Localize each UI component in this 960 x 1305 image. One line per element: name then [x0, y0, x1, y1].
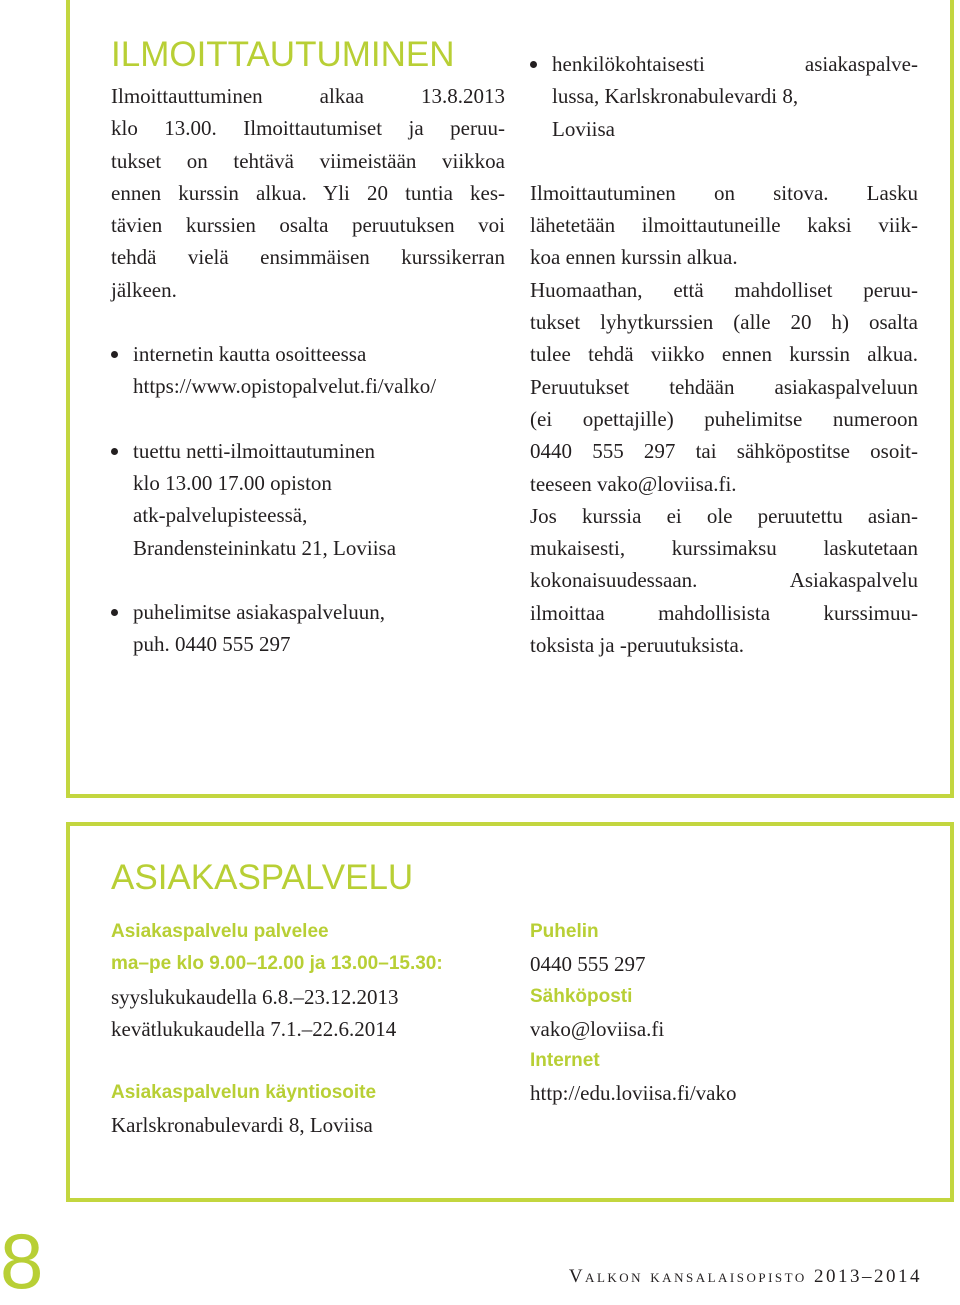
bullet-line: atk-palvelupisteessä, [133, 503, 308, 528]
bullet-line: internetin kautta osoitteessa [133, 342, 367, 367]
address: Karlskronabulevardi 8, Loviisa [111, 1113, 373, 1138]
customer-service-column-right [530, 916, 910, 1110]
bullet-dot-icon [530, 61, 537, 68]
bullet-dot-icon [111, 448, 118, 455]
bullet-line: https://www.opistopalvelut.fi/valko/ [133, 374, 437, 399]
bullet-line: puh. 0440 555 297 [133, 632, 291, 657]
bullet-line: henkilökohtaisesti asiakaspalve- [552, 52, 918, 76]
body-line: kokonaisuudessaan. Asiakaspalvelu [530, 568, 918, 593]
bullet-line: Brandensteininkatu 21, Loviisa [133, 535, 397, 560]
intro-line: tehdä vielä ensimmäisen kurssikerran [111, 245, 505, 270]
spring-term: kevätlukukaudella 7.1.–22.6.2014 [111, 1016, 397, 1041]
customer-service-column-left [111, 916, 511, 1142]
intro-line: ennen kurssin alkua. Yli 20 tuntia kes- [111, 180, 505, 205]
body-line: teeseen vako@loviisa.fi. [530, 471, 737, 496]
spacer [111, 564, 505, 596]
intro-line: tävien kurssien osalta peruutuksen voi [111, 213, 505, 238]
body-line: lähetetään ilmoittautuneille kaksi viik- [530, 213, 918, 238]
bullet-assisted [111, 435, 505, 564]
body-line: koa ennen kurssin alkua. [530, 245, 738, 270]
body-line: tukset lyhytkurssien (alle 20 h) osalta [530, 310, 918, 335]
page-number: 8 [0, 1217, 44, 1305]
body-line: Ilmoittautuminen on sitova. Lasku [530, 180, 918, 205]
body-line: Jos kurssia ei ole peruutettu asian- [530, 503, 918, 528]
spacer [111, 306, 505, 338]
spacer [111, 403, 505, 435]
bullet-phone [111, 596, 505, 661]
body-line: tulee tehdä viikko ennen kurssin alkua. [530, 342, 918, 367]
autumn-term: syyslukukaudella 6.8.–23.12.2013 [111, 984, 399, 1009]
bullet-internet [111, 338, 505, 403]
customer-service-heading: ASIAKASPALVELU [111, 858, 414, 897]
intro-line: klo 13.00. Ilmoittautumiset ja peruu- [111, 116, 505, 141]
body-line: toksista ja -peruutuksista. [530, 633, 745, 658]
footer-title: Valkon kansalaisopisto 2013–2014 [568, 1266, 922, 1287]
bullet-line: tuettu netti-ilmoittautuminen [133, 438, 376, 463]
registration-column-left [111, 80, 505, 660]
bullet-dot-icon [111, 351, 118, 358]
email-label: Sähköposti [530, 985, 633, 1007]
intro-line: jälkeen. [111, 277, 177, 302]
bullet-dot-icon [111, 609, 118, 616]
intro-line: tukset on tehtävä viimeistään viikkoa [111, 148, 505, 173]
intro-line: Ilmoittauttuminen alkaa 13.8.2013 [111, 84, 505, 108]
spacer [111, 1045, 511, 1077]
body-line: Peruutukset tehdään asiakaspalveluun [530, 374, 918, 399]
body-line: 0440 555 297 tai sähköpostitse osoit- [530, 439, 918, 464]
body-line: mukaisesti, kurssimaksu laskutetaan [530, 536, 918, 561]
spacer [530, 145, 918, 177]
registration-column-right [530, 48, 918, 661]
phone-label: Puhelin [530, 921, 599, 942]
bullet-line: lussa, Karlskronabulevardi 8, [552, 84, 799, 109]
bullet-line: klo 13.00 17.00 opiston [133, 470, 332, 495]
internet-label: Internet [530, 1050, 600, 1072]
body-line: (ei opettajille) puhelimitse numeroon [530, 406, 918, 431]
email-link[interactable]: vako@loviisa.fi [530, 1016, 665, 1041]
address-label: Asiakaspalvelun käyntiosoite [111, 1082, 377, 1104]
bullet-line: Loviisa [552, 116, 615, 141]
bullet-in-person [530, 48, 918, 145]
hours-times: ma–pe klo 9.00–12.00 ja 13.00–15.30: [111, 953, 443, 975]
internet-link[interactable]: http://edu.loviisa.fi/vako [530, 1081, 737, 1106]
bullet-line: puhelimitse asiakaspalveluun, [133, 599, 385, 624]
body-line: ilmoittaa mahdollisista kurssimuu- [530, 600, 918, 625]
hours-label: Asiakaspalvelu palvelee [111, 921, 329, 942]
phone-number: 0440 555 297 [530, 952, 646, 977]
body-line: Huomaathan, että mahdolliset peruu- [530, 277, 918, 302]
registration-heading: ILMOITTAUTUMINEN [111, 35, 455, 74]
